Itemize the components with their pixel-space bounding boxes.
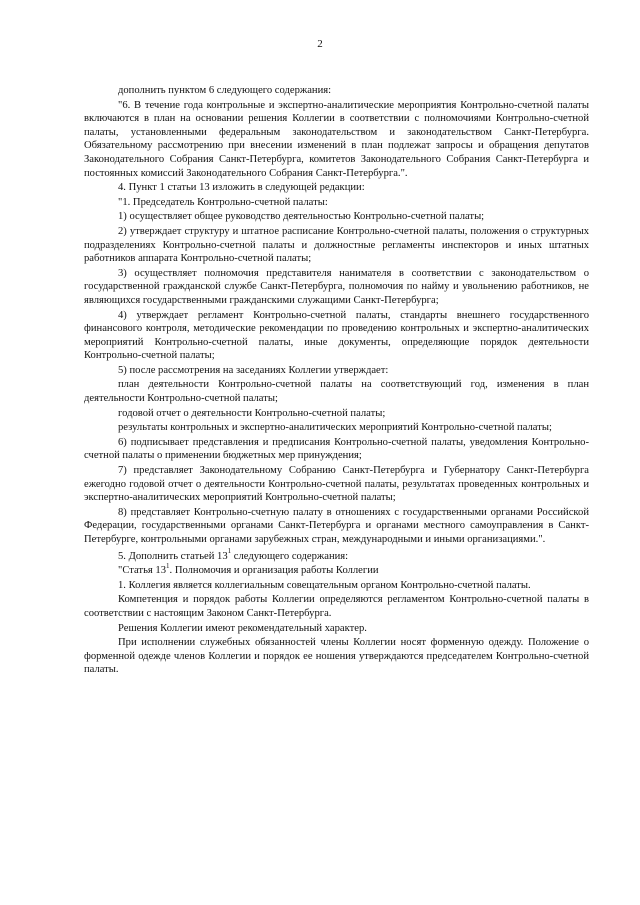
paragraph-collegium-1: 1. Коллегия является коллегиальным совещательным органом Контрольно-счетной палаты.	[118, 579, 531, 591]
amendment-5-tail: следующего содержания:	[231, 550, 349, 562]
paragraph-intro: дополнить пунктом 6 следующего содержания:	[118, 85, 332, 96]
paragraph-item-2: 2) утверждает структуру и штатное расписание Контрольно-счетной палаты, положения о структурных подразделениях Контрольно-счетной палаты и должностные регламенты инспекторов и иных штатных работников аппарата Контрольно-счетной палаты;	[84, 225, 589, 265]
article-heading-text: "Статья 13	[118, 565, 167, 577]
paragraph-item-5-report: годовой отчет о деятельности Контрольно-счетной палаты;	[118, 407, 386, 419]
paragraph-item-3: 3) осуществляет полномочия представителя нанимателя в соответствии с законодательством о государственной гражданской службе Санкт-Петербурга, полномочия по найму и увольнению работников, не являющихся государственными гражданскими служащими Санкт-Петербурга;	[84, 267, 589, 306]
paragraph-item-6: 6) подписывает представления и предписания Контрольно-счетной палаты, уведомления Контрольно-счетной палаты о применении бюджетных мер принуждения;	[84, 436, 589, 462]
paragraph-item-5-plan: план деятельности Контрольно-счетной палаты на соответствующий год, изменения в план деятельности Контрольно-счетной палаты;	[84, 379, 589, 405]
paragraph-item-4: 4) утверждает регламент Контрольно-счетной палаты, стандарты внешнего государственного финансового контроля, методические рекомендации по проведению контрольных и экспертно-аналитических мероприятий Контрольно-счетной палаты, иные документы, определяющие порядок деятельности Контрольно-счетной палаты;	[84, 309, 589, 362]
page-number: 2	[317, 38, 323, 50]
article-heading-tail: . Полномочия и организация работы Коллегии	[169, 565, 379, 577]
paragraph-item-1: 1) осуществляет общее руководство деятельностью Контрольно-счетной палаты;	[118, 211, 485, 223]
paragraph-collegium-uniform: При исполнении служебных обязанностей члены Коллегии носят форменную одежду. Положение о форменной одежде членов Коллегии и порядок ее ношения утверждаются председателем Контрольно-счетной палаты.	[84, 637, 589, 676]
paragraph-point-6: "6. В течение года контрольные и экспертно-аналитические мероприятия Контрольно-счетной палаты включаются в план на основании решения Коллегии в соответствии с полномочиями Контрольно-счетной палаты, установленными федеральным законодательством и законодательством Санкт-Петербурга. Обязательному рассмотрению при внесении изменений в план подлежат запросы и обращения депутатов Законодательного Собрания Санкт-Петербурга, комитетов Законодательного Собрания Санкт-Петербурга и постоянных комиссий Законодательного Собрания Санкт-Петербурга.".	[84, 99, 589, 179]
amendment-5-text: 5. Дополнить статьей 13	[118, 550, 228, 562]
paragraph-chairman-heading: "1. Председатель Контрольно-счетной палаты:	[118, 196, 328, 208]
paragraph-collegium-competence: Компетенция и порядок работы Коллегии определяются регламентом Контрольно-счетной палаты в соответствии с настоящим Законом Санкт-Петербурга.	[84, 594, 589, 619]
paragraph-collegium-decisions: Решения Коллегии имеют рекомендательный характер.	[118, 622, 367, 634]
paragraph-item-8: 8) представляет Контрольно-счетную палату в отношениях с государственными органами Российской Федерации, государственными органами Санкт-Петербурга и органами местного самоуправления в Санкт-Петербурге, контрольными органами зарубежных стран, международными и иными организациями.".	[84, 506, 589, 545]
article-heading-superscript: 1	[166, 561, 170, 570]
paragraph-article-13-1-heading	[84, 561, 589, 578]
paragraph-item-7: 7) представляет Законодательному Собранию Санкт-Петербурга и Губернатору Санкт-Петербурга ежегодно годовой отчет о деятельности Контрольно-счетной палаты, результатах проведенных контрольных и экспертно-аналитических мероприятий Контрольно-счетной палаты;	[84, 465, 589, 504]
paragraph-item-5: 5) после рассмотрения на заседаниях Коллегии утверждает:	[118, 364, 389, 376]
paragraph-amendment-4: 4. Пункт 1 статьи 13 изложить в следующей редакции:	[118, 182, 365, 194]
paragraph-item-5-results: результаты контрольных и экспертно-аналитических мероприятий Контрольно-счетной палаты;	[118, 422, 552, 434]
paragraph-amendment-5	[84, 547, 589, 564]
amendment-5-superscript: 1	[227, 547, 232, 556]
document-body	[84, 84, 589, 678]
